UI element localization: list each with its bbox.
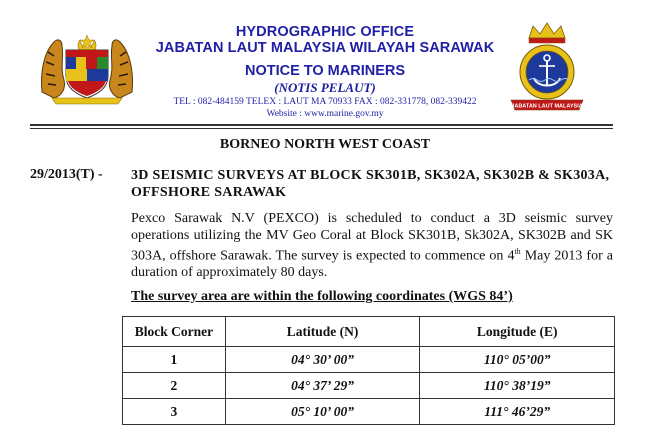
table-header-row	[123, 317, 615, 347]
cell-longitude: 110° 38’19”	[420, 373, 615, 399]
notice-body-part-1: Pexco Sarawak N.V (PEXCO) is scheduled to conduct a 3D seismic survey operations utilizing the MV Geo Coral at Block SK301B, Sk302A, SK302B and SK 303A, offshore Sarawak. The survey is expected to commence on 4	[131, 211, 613, 264]
marine-department-crest-icon	[507, 20, 587, 114]
notice-heading: 3D SEISMIC SURVEYS AT BLOCK SK301B, SK302A, SK302B & SK303A, OFFSHORE SARAWAK	[131, 168, 610, 200]
cell-block-corner: 1	[123, 347, 226, 373]
column-header-block-corner: Block Corner	[123, 317, 226, 347]
table-row	[123, 373, 615, 399]
notice-body	[131, 211, 613, 282]
office-title: HYDROGRAPHIC OFFICE	[235, 24, 415, 40]
cell-longitude: 111° 46’29”	[420, 399, 615, 425]
table-row	[123, 399, 615, 425]
website-line: Website : www.marine.gov.my	[266, 109, 384, 119]
header-divider-thick	[30, 124, 613, 126]
column-header-longitude: Longitude (E)	[420, 317, 615, 347]
header-divider-thin	[30, 128, 613, 129]
contact-line: TEL : 082-484159 TELEX : LAUT MA 70933 FAX : 082-331778, 082-339422	[173, 97, 477, 107]
notice-number: 29/2013(T) -	[30, 167, 103, 182]
cell-block-corner: 2	[123, 373, 226, 399]
cell-block-corner: 3	[123, 399, 226, 425]
office-subtitle: JABATAN LAUT MALAYSIA WILAYAH SARAWAK	[155, 40, 495, 56]
notice-subtitle: (NOTIS PELAUT)	[274, 80, 376, 95]
notice-body-ordinal: th	[514, 247, 521, 256]
table-row	[123, 347, 615, 373]
notice-title: NOTICE TO MARINERS	[244, 63, 406, 79]
column-header-latitude: Latitude (N)	[225, 317, 420, 347]
cell-latitude: 04° 37’ 29”	[225, 373, 420, 399]
cell-longitude: 110° 05’00”	[420, 347, 615, 373]
region-title: BORNEO NORTH WEST COAST	[219, 137, 431, 152]
coordinates-heading: The survey area are within the following coordinates (WGS 84’)	[131, 289, 513, 304]
cell-latitude: 05° 10’ 00”	[225, 399, 420, 425]
notice-body-part-2: May 2013 for a duration of approximately 80 days.	[131, 248, 614, 281]
coordinates-table	[122, 316, 615, 425]
crest-scroll-text: JABATAN LAUT MALAYSIA	[511, 103, 583, 110]
cell-latitude: 04° 30’ 00”	[225, 347, 420, 373]
